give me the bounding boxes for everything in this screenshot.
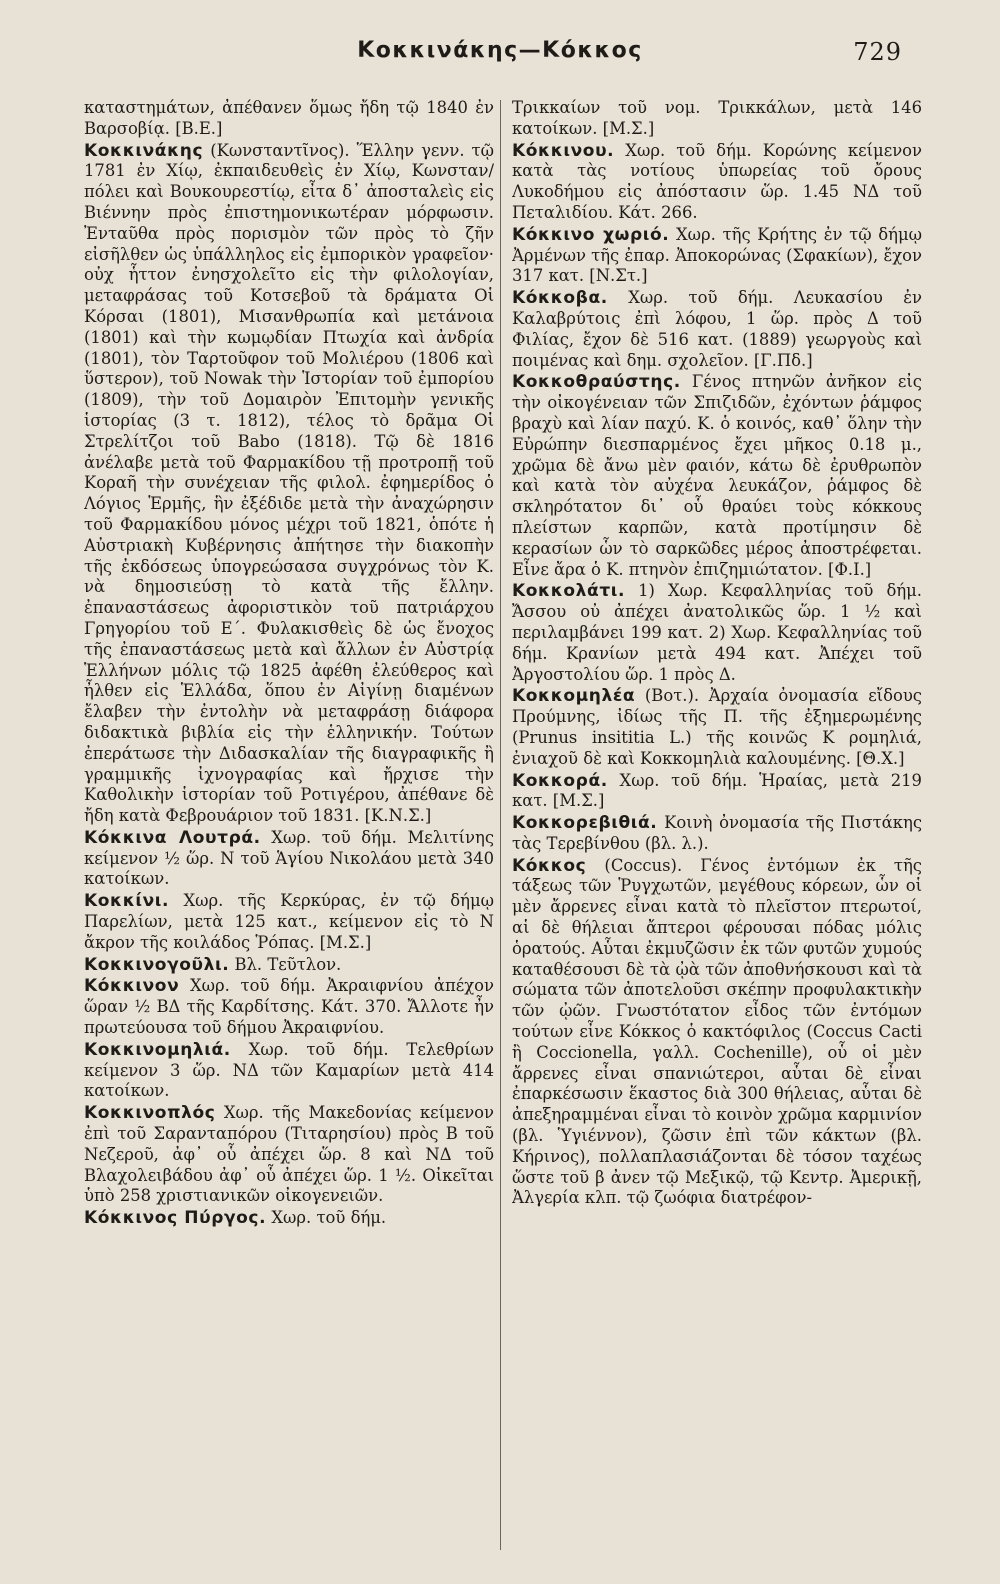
dictionary-entry <box>512 98 922 140</box>
running-head <box>0 34 1000 74</box>
entry-headword: Κόκκινο χωριό. <box>512 224 670 245</box>
entry-headword: Κοκκινάκης <box>84 140 204 161</box>
entry-headword: Κοκκίνι. <box>84 891 170 912</box>
entry-text: Χωρ. τοῦ δήμ. <box>271 1208 387 1228</box>
entry-text: Χωρ. τοῦ δήμ. Κορώνης κείμενον κατὰ τὰς νοτίους ὑπωρείας τοῦ ὄρους Λυκοδήμου εἰς ἀπόστασιν ὥρ. 1.45 ΝΔ τοῦ Πεταλιδίου. Κάτ. 266. <box>512 140 922 222</box>
entry-text: Τρικκαίων τοῦ νομ. Τρικκάλων, μετὰ 146 κατοίκων. [Μ.Σ.] <box>512 98 922 138</box>
dictionary-entry <box>512 288 922 371</box>
dictionary-entry <box>84 955 494 976</box>
column-divider <box>500 100 501 1550</box>
entry-text: 1) Χωρ. Κεφαλληνίας τοῦ δήμ. Ἄσσου οὐ ἀπέχει ἀνατολικῶς ὥρ. 1 ½ καὶ περιλαμβάνει 199 κατ. 2) Χωρ. Κεφαλληνίας τοῦ δήμ. Κρανίων μετὰ 494 κατ. Ἀπέχει τοῦ Ἀργοστολίου ὥρ. 1 πρὸς Δ. <box>512 581 922 684</box>
entry-text: Χωρ. τοῦ δήμ. Ἡραίας, μετὰ 219 κατ. [Μ.Σ.] <box>512 770 922 811</box>
entry-text: Χωρ. τοῦ δήμ. Λευκασίου ἐν Καλαβρύτοις ἐπὶ λόφου, 1 ὥρ. πρὸς Δ τοῦ Φιλίας, ἔχον δὲ 516 κατ. (1889) γεωργοὺς καὶ ποιμένας καὶ δημ. σχολεῖον. [Γ.Πδ.] <box>512 288 922 370</box>
entry-text: Γένος πτηνῶν ἀνῆκον εἰς τὴν οἰκογένειαν τῶν Σπιζιδῶν, ἐχόντων ῥάμφος βραχὺ καὶ λίαν παχύ. Κ. ὁ κοινός, καθ᾽ ὅλην τὴν Εὐρώπην διεσπαρμένος ἔχει μῆκος 0.18 μ., χρῶμα δὲ ἄνω μὲν φαιόν, κάτω δὲ ἐρυθρωπὸν καὶ κατὰ τὸν αὐχένα λευκάζον, ῥάμφος δὲ σκληρότατον δι᾽ οὗ θραύει τοὺς κόκκους πλείστων καρπῶν, κατὰ προτίμησιν δὲ κερασίων ὧν τὸ σαρκῶδες μέρος ἀποστρέφεται. Εἶνε ἄρα ὁ Κ. πτηνὸν ἐπιζημιώτατον. [Φ.Ι.] <box>512 372 922 579</box>
entry-text: Κοινὴ ὀνομασία τῆς Πιστάκης τὰς Τερεβίνθου (βλ. λ.). <box>512 813 922 853</box>
entry-text: Χωρ. τοῦ δήμ. Ἀκραιφνίου ἀπέχον ὥραν ½ ΒΔ τῆς Καρδίτσης. Κάτ. 370. Ἄλλοτε ἦν πρωτεύουσα τοῦ δήμου Ἀκραιφνίου. <box>84 976 494 1038</box>
entry-headword: Κόκκινα Λουτρά. <box>84 827 261 848</box>
entry-headword: Κοκκινογοῦλι. <box>84 954 230 975</box>
dictionary-entry <box>84 828 494 890</box>
dictionary-entry <box>512 813 922 855</box>
entry-text: (Βοτ.). Ἀρχαία ὀνομασία εἴδους Προύμνης, ἰδίως τῆς Π. τῆς ἐξημερωμένης (Prunus insititia L.) τῆς κοινῶς Κ ρομηλιά, ἐνιαχοῦ δὲ καὶ Κοκκομηλιὰ καλουμένης. [Θ.Χ.] <box>512 686 922 768</box>
entry-headword: Κοκκολάτι. <box>512 581 626 602</box>
entry-headword: Κόκκινου. <box>512 140 615 161</box>
entry-text: Χωρ. τοῦ δήμ. Μελιτίνης κείμενον ½ ὥρ. Ν τοῦ Ἁγίου Νικολάου μετὰ 340 κατοίκων. <box>84 827 494 889</box>
entry-headword: Κόκκινον <box>84 976 180 997</box>
dictionary-entry <box>84 141 494 827</box>
entry-headword: Κόκκοβα. <box>512 288 608 309</box>
left-column <box>84 98 494 1558</box>
entry-text: (Coccus). Γένος ἐντόμων ἐκ τῆς τάξεως τῶν Ῥυγχωτῶν, μεγέθους κόρεων, ὧν οἱ μὲν ἄρρενες εἶναι κατὰ τὸ πλεῖστον πτερωτοί, αἱ δὲ θήλειαι ἄπτεροι φέρουσαι πόδας μόλις ὁρατούς. Αὗται ἐκμυζῶσιν ἐκ τῶν φυτῶν χυμούς καταθέσουσι δὲ τὰ ᾠὰ τῶν ἀποθνήσκουσι καὶ τὰ σώματα τῶν ἀποτελοῦσι σκέπην προφυλακτικὴν τῶν ᾠῶν. Γνωστότατον εἶδος τῶν ἐντόμων τούτων εἶνε Κόκκος ὁ κακτόφιλος (Coccus Cacti ἢ Coccionella, γαλλ. Cochenille), οὗ οἱ μὲν ἄρρενες εἶναι σπανιώτεροι, αὗται δὲ εἶναι ἐπαρκέσωσιν ἕκαστος διὰ 300 θήλειας, αὗται δὲ ἀπεξηραμμέναι εἶναι τὸ κοινὸν χρῶμα καρμινίον (βλ. Ὑγιέννον), ζῶσιν ἐπὶ τῶν κάκτων (βλ. Κήρινος), πολλαπλασιάζονται δὲ τόσον ταχέως ὥστε τοῦ β ἀνεν τῷ Μεξικῷ, τῷ Κεντρ. Ἀμερικῇ, Ἀλγερία κλπ. τῷ ζωόφια διατρέφον- <box>512 855 922 1208</box>
entry-headword: Κόκκινος Πύργος. <box>84 1208 267 1229</box>
dictionary-entry <box>84 1208 494 1229</box>
entry-text: καταστημάτων, ἀπέθανεν ὅμως ἤδη τῷ 1840 ἐν Βαρσοβίᾳ. [Β.Ε.] <box>84 98 494 138</box>
right-column <box>512 98 922 1558</box>
entry-text: Χωρ. τῆς Κρήτης ἐν τῷ δήμῳ Ἀρμένων τῆς ἐπαρ. Ἀποκορώνας (Σφακίων), ἔχον 317 κατ. [Ν.Στ.] <box>512 224 922 286</box>
dictionary-entry <box>512 686 922 769</box>
entry-headword: Κοκκορά. <box>512 770 608 791</box>
dictionary-entry <box>84 1103 494 1207</box>
entry-headword: Κοκκινομηλιά. <box>84 1039 231 1060</box>
dictionary-entry <box>84 98 494 140</box>
entry-text: Χωρ. τοῦ δήμ. Τελεθρίων κείμενον 3 ὥρ. ΝΔ τῶν Καμαρίων μετὰ 414 κατοίκων. <box>84 1039 494 1101</box>
page-number: 729 <box>853 38 902 66</box>
dictionary-entry <box>84 891 494 953</box>
dictionary-entry <box>512 225 922 287</box>
entry-headword: Κοκκινοπλός <box>84 1103 216 1124</box>
entry-headword: Κόκκος <box>512 855 587 876</box>
dictionary-entry <box>512 771 922 813</box>
entry-text: Χωρ. τῆς Μακεδονίας κείμενον ἐπὶ τοῦ Σαρανταπόρου (Τιταρησίου) πρὸς Β τοῦ Νεζεροῦ, ἀφ᾽ οὗ ἀπέχει ὥρ. 8 καὶ ΝΔ τοῦ Βλαχολειβάδου ἀφ᾽ οὗ ἀπέχει ὥρ. 1 ½. Οἰκεῖται ὑπὸ 258 χριστιανικῶν οἰκογενειῶν. <box>84 1103 494 1206</box>
dictionary-entry <box>512 372 922 580</box>
dictionary-entry <box>512 141 922 224</box>
entry-headword: Κοκκορεβιθιά. <box>512 813 658 834</box>
dictionary-entry <box>512 581 922 685</box>
running-head-title: Κοκκινάκης—Κόκκος <box>357 38 643 63</box>
dictionary-entry <box>512 856 922 1210</box>
dictionary-entry <box>84 1040 494 1102</box>
entry-headword: Κοκκοθραύστης. <box>512 372 681 393</box>
dictionary-entry <box>84 976 494 1038</box>
entry-headword: Κοκκομηλέα <box>512 686 636 707</box>
entry-text: (Κωνσταντῖνος). Ἕλλην γενν. τῷ 1781 ἐν Χίῳ, ἐκπαιδευθεὶς ἐν Χίῳ, Κωνσταν/πόλει καὶ Βουκουρεστίῳ, εἶτα δ᾽ ἀποσταλεὶς εἰς Βιέννην πρὸς ἐπιστημονικωτέραν μόρφωσιν. Ἐνταῦθα πρὸς πορισμὸν τῶν πρὸς τὸ ζῆν εἰσῆλθεν ὡς ὑπάλληλος εἰς ἐμπορικὸν γραφεῖον· οὐχ ἧττον ἐνησχολεῖτο εἰς τὴν φιλολογίαν, μεταφράσας τοῦ Κοτσεβοῦ τὰ δράματα Οἱ Κόρσαι (1801), Μισανθρωπία καὶ μετάνοια (1801) καὶ τὴν κωμῳδίαν Πτωχία καὶ ἀνδρία (1801), τὸν Ταρτοῦφον τοῦ Μολιέρου (1806 καὶ ὕστερον), τοῦ Nowak τὴν Ἱστορίαν τοῦ ἐμπορίου (1809), τὴν τοῦ Δομαιρὸν Ἐπιτομὴν γενικῆς ἱστορίας (3 τ. 1812), τέλος τὸ δρᾶμα Οἱ Στρελίτζοι τοῦ Babo (1818). Τῷ δὲ 1816 ἀνέλαβε μετὰ τοῦ Φαρμακίδου τῇ προτροπῇ τοῦ Κοραῆ τὴν συνέχειαν τῆς φιλολ. ἐφημερίδος ὁ Λόγιος Ἑρμῆς, ἣν ἐξέδιδε μετὰ τὴν ἀναχώρησιν τοῦ Φαρμακίδου μόνος μέχρι τοῦ 1821, ὁπότε ἡ Αὐστριακὴ Κυβέρνησις ἀπήτησε τὴν διακοπὴν τῆς ἐκδόσεως ὑπογρεώσασα συγχρόνως τὸν Κ. νὰ δημοσιεύσῃ τὸ κατὰ τῆς ἔλλην. ἐπαναστάσεως ἀφοριστικὸν τοῦ πατριάρχου Γρηγορίου τοῦ Ε΄. Φυλακισθεὶς δὲ ὡς ἔνοχος τῆς ἐπαναστάσεως μετὰ καὶ ἄλλων ἐν Αὐστρίᾳ Ἑλλήνων μόλις τῷ 1825 ἀφέθη ἐλεύθερος καὶ ἦλθεν εἰς Ἑλλάδα, ὅπου ἐν Αἰγίνῃ διαμένων ἔλαβεν τὴν ἐντολὴν νὰ μεταφράσῃ διάφορα διδακτικὰ βιβλία εἰς τὴν ἑλληνικήν. Τούτων ἐπεράτωσε τὴν Διδασκαλίαν τῆς διαγραφικῆς ἢ γραμμικῆς ἰχνογραφίας καὶ ἤρχισε τὴν Καθολικὴν ἱστορίαν τοῦ Ροτιγέρου, ἀπέθανε δὲ ἤδη κατὰ Φεβρουάριον τοῦ 1831. [Κ.Ν.Σ.] <box>84 140 494 826</box>
entry-text: Χωρ. τῆς Κερκύρας, ἐν τῷ δήμῳ Παρελίων, μετὰ 125 κατ., κείμενον εἰς τὸ Ν ἄκρον τῆς κοιλάδος Ῥόπας. [Μ.Σ.] <box>84 891 494 952</box>
entry-text: Βλ. Τεῦτλον. <box>234 954 342 974</box>
